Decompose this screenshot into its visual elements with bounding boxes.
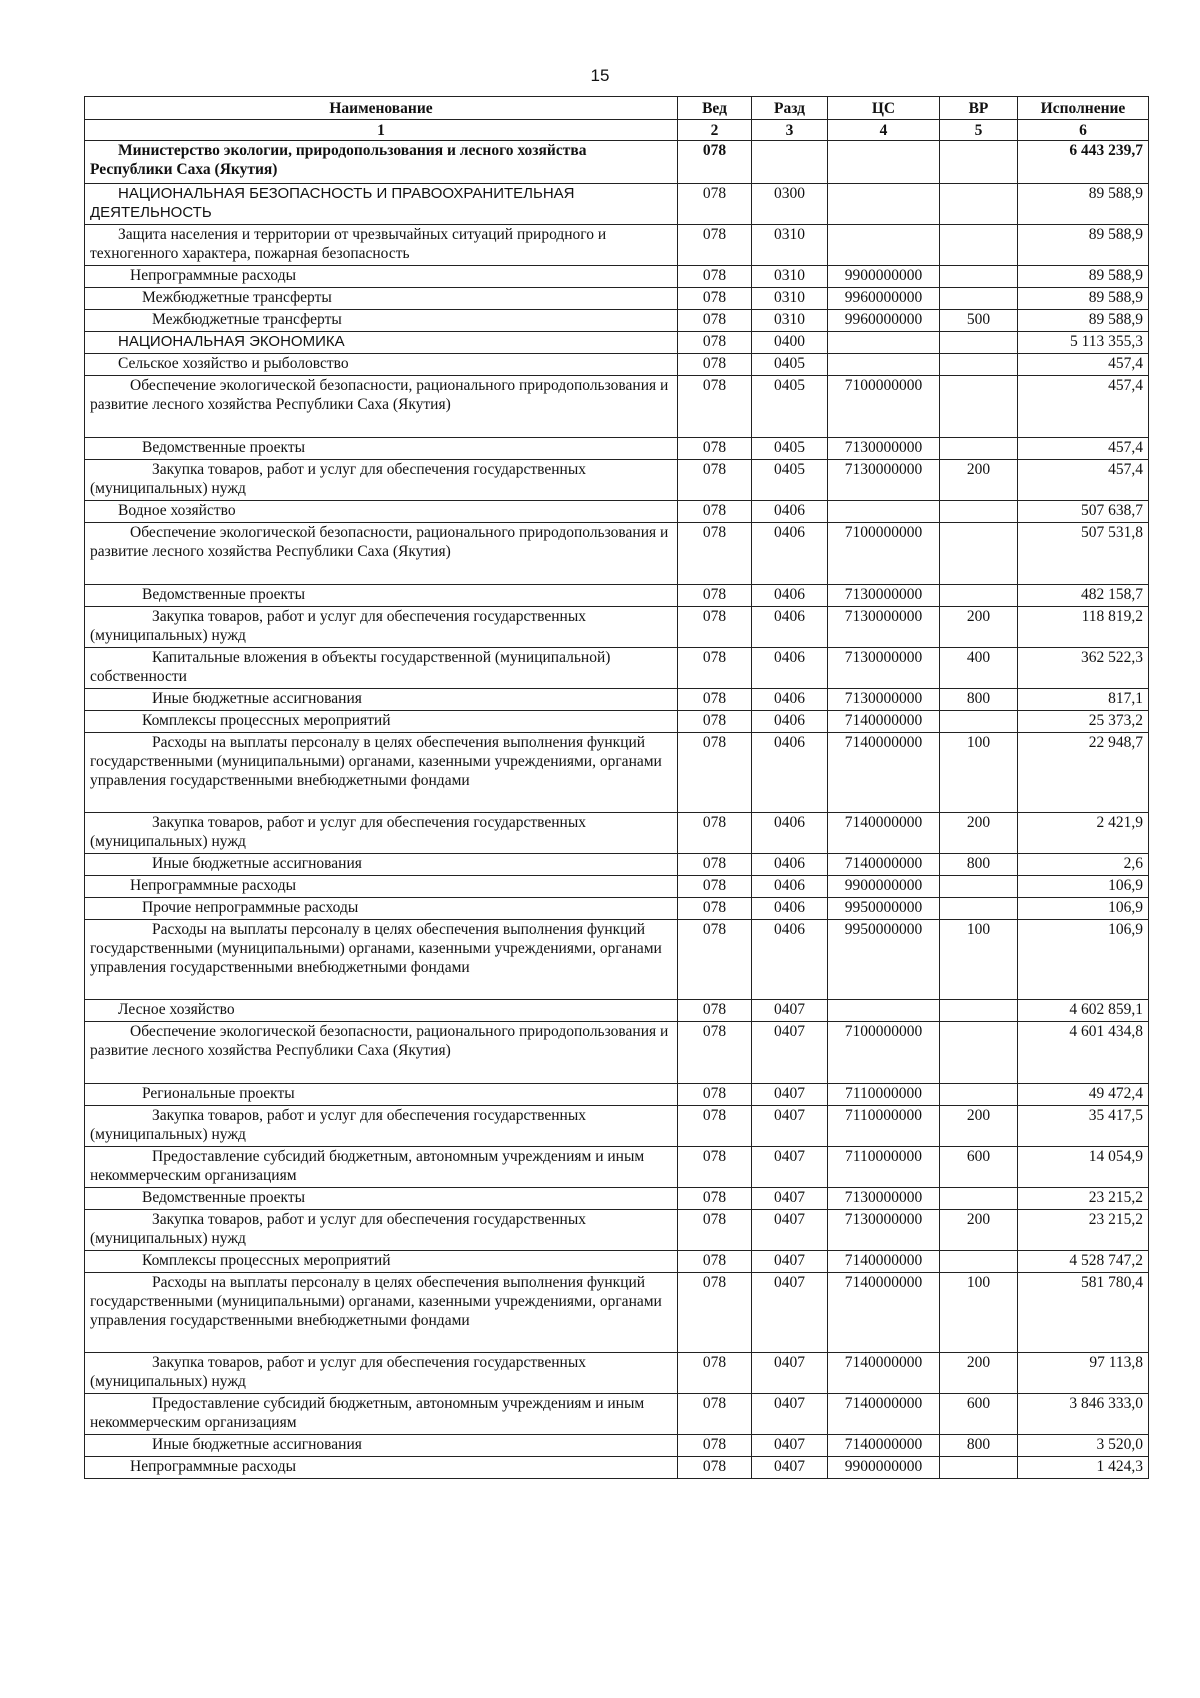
row-cs: 7140000000 xyxy=(828,1273,940,1353)
row-cs: 9950000000 xyxy=(828,920,940,1000)
row-ved: 078 xyxy=(678,1210,752,1251)
row-name: Защита населения и территории от чрезвычайных ситуаций природного и техногенного характера, пожарная безопасность xyxy=(85,225,678,266)
row-ved: 078 xyxy=(678,1273,752,1353)
row-ved: 078 xyxy=(678,898,752,920)
row-amount: 89 588,9 xyxy=(1018,225,1149,266)
header-name: Наименование xyxy=(85,97,678,120)
row-cs: 7130000000 xyxy=(828,607,940,648)
row-razd: 0407 xyxy=(752,1022,828,1084)
column-number-row xyxy=(85,120,1149,141)
column-number: 4 xyxy=(828,120,940,141)
table-row xyxy=(85,648,1149,689)
row-vr xyxy=(940,438,1018,460)
row-vr: 200 xyxy=(940,1106,1018,1147)
row-cs: 7110000000 xyxy=(828,1147,940,1188)
row-cs: 7140000000 xyxy=(828,1394,940,1435)
table-row xyxy=(85,854,1149,876)
row-amount: 457,4 xyxy=(1018,460,1149,501)
row-ved: 078 xyxy=(678,1251,752,1273)
row-razd: 0405 xyxy=(752,354,828,376)
row-amount: 2 421,9 xyxy=(1018,813,1149,854)
row-cs: 9960000000 xyxy=(828,310,940,332)
row-razd: 0406 xyxy=(752,854,828,876)
table-row xyxy=(85,733,1149,813)
row-name: Закупка товаров, работ и услуг для обеспечения государственных (муниципальных) нужд xyxy=(85,813,678,854)
row-name: Иные бюджетные ассигнования xyxy=(85,854,678,876)
row-cs: 9900000000 xyxy=(828,876,940,898)
row-amount: 23 215,2 xyxy=(1018,1210,1149,1251)
row-razd: 0407 xyxy=(752,1457,828,1479)
row-vr: 100 xyxy=(940,920,1018,1000)
row-cs: 7100000000 xyxy=(828,1022,940,1084)
row-cs xyxy=(828,225,940,266)
row-cs: 7140000000 xyxy=(828,711,940,733)
row-amount: 22 948,7 xyxy=(1018,733,1149,813)
row-cs: 7100000000 xyxy=(828,376,940,438)
row-razd: 0407 xyxy=(752,1435,828,1457)
table-row xyxy=(85,1084,1149,1106)
row-amount: 89 588,9 xyxy=(1018,288,1149,310)
row-vr: 100 xyxy=(940,733,1018,813)
table-row xyxy=(85,332,1149,354)
row-ved: 078 xyxy=(678,332,752,354)
row-ved: 078 xyxy=(678,854,752,876)
row-amount: 6 443 239,7 xyxy=(1018,141,1149,184)
row-ved: 078 xyxy=(678,376,752,438)
row-vr xyxy=(940,184,1018,225)
row-ved: 078 xyxy=(678,501,752,523)
row-name: Закупка товаров, работ и услуг для обеспечения государственных (муниципальных) нужд xyxy=(85,607,678,648)
row-amount: 4 601 434,8 xyxy=(1018,1022,1149,1084)
row-vr xyxy=(940,1188,1018,1210)
row-razd: 0310 xyxy=(752,288,828,310)
row-razd: 0407 xyxy=(752,1273,828,1353)
row-vr: 200 xyxy=(940,460,1018,501)
row-ved: 078 xyxy=(678,1394,752,1435)
table-row xyxy=(85,1394,1149,1435)
table-row xyxy=(85,1273,1149,1353)
row-name: Иные бюджетные ассигнования xyxy=(85,689,678,711)
row-vr: 400 xyxy=(940,648,1018,689)
row-name: Сельское хозяйство и рыболовство xyxy=(85,354,678,376)
table-row xyxy=(85,711,1149,733)
row-razd: 0407 xyxy=(752,1188,828,1210)
table-row xyxy=(85,354,1149,376)
row-ved: 078 xyxy=(678,460,752,501)
row-amount: 14 054,9 xyxy=(1018,1147,1149,1188)
row-amount: 35 417,5 xyxy=(1018,1106,1149,1147)
row-ved: 078 xyxy=(678,813,752,854)
row-vr: 200 xyxy=(940,607,1018,648)
row-name: НАЦИОНАЛЬНАЯ ЭКОНОМИКА xyxy=(85,332,678,354)
row-vr: 200 xyxy=(940,1353,1018,1394)
row-cs: 9960000000 xyxy=(828,288,940,310)
row-amount: 507 638,7 xyxy=(1018,501,1149,523)
table-row xyxy=(85,1106,1149,1147)
row-vr: 500 xyxy=(940,310,1018,332)
table-row xyxy=(85,1147,1149,1188)
row-name: Межбюджетные трансферты xyxy=(85,310,678,332)
row-cs: 7140000000 xyxy=(828,1435,940,1457)
row-amount: 25 373,2 xyxy=(1018,711,1149,733)
row-vr xyxy=(940,711,1018,733)
row-ved: 078 xyxy=(678,1022,752,1084)
row-amount: 49 472,4 xyxy=(1018,1084,1149,1106)
row-vr xyxy=(940,266,1018,288)
row-amount: 5 113 355,3 xyxy=(1018,332,1149,354)
row-name: Ведомственные проекты xyxy=(85,585,678,607)
row-ved: 078 xyxy=(678,354,752,376)
row-ved: 078 xyxy=(678,711,752,733)
row-name: Предоставление субсидий бюджетным, автономным учреждениям и иным некоммерческим организациям xyxy=(85,1147,678,1188)
row-cs xyxy=(828,1000,940,1022)
row-cs: 7110000000 xyxy=(828,1084,940,1106)
row-amount: 89 588,9 xyxy=(1018,184,1149,225)
row-ved: 078 xyxy=(678,1106,752,1147)
table-row xyxy=(85,1457,1149,1479)
row-amount: 581 780,4 xyxy=(1018,1273,1149,1353)
row-cs: 7130000000 xyxy=(828,648,940,689)
row-cs: 9900000000 xyxy=(828,1457,940,1479)
row-name: Расходы на выплаты персоналу в целях обеспечения выполнения функций государственными (муниципальными) органами, казенными учреждениями, органами управления государственными внебюджетными фондами xyxy=(85,733,678,813)
row-cs: 7140000000 xyxy=(828,813,940,854)
row-razd: 0407 xyxy=(752,1106,828,1147)
row-cs xyxy=(828,501,940,523)
row-vr xyxy=(940,1000,1018,1022)
row-cs: 7140000000 xyxy=(828,854,940,876)
row-amount: 457,4 xyxy=(1018,438,1149,460)
row-ved: 078 xyxy=(678,607,752,648)
row-vr xyxy=(940,376,1018,438)
row-razd: 0407 xyxy=(752,1251,828,1273)
table-row xyxy=(85,288,1149,310)
row-razd: 0405 xyxy=(752,376,828,438)
row-cs: 7130000000 xyxy=(828,585,940,607)
table-row xyxy=(85,523,1149,585)
row-cs: 9950000000 xyxy=(828,898,940,920)
table-row xyxy=(85,585,1149,607)
row-vr: 600 xyxy=(940,1147,1018,1188)
header-ved: Вед xyxy=(678,97,752,120)
row-name: Расходы на выплаты персоналу в целях обеспечения выполнения функций государственными (муниципальными) органами, казенными учреждениями, органами управления государственными внебюджетными фондами xyxy=(85,1273,678,1353)
column-number: 5 xyxy=(940,120,1018,141)
table-row xyxy=(85,1188,1149,1210)
row-amount: 106,9 xyxy=(1018,898,1149,920)
row-ved: 078 xyxy=(678,184,752,225)
column-number: 2 xyxy=(678,120,752,141)
row-cs: 7130000000 xyxy=(828,1210,940,1251)
row-name: Обеспечение экологической безопасности, рационального природопользования и развитие лесного хозяйства Республики Саха (Якутия) xyxy=(85,523,678,585)
row-name: Предоставление субсидий бюджетным, автономным учреждениям и иным некоммерческим организациям xyxy=(85,1394,678,1435)
row-name: Ведомственные проекты xyxy=(85,1188,678,1210)
row-amount: 817,1 xyxy=(1018,689,1149,711)
row-ved: 078 xyxy=(678,523,752,585)
row-name: Межбюджетные трансферты xyxy=(85,288,678,310)
row-name: Лесное хозяйство xyxy=(85,1000,678,1022)
row-razd: 0400 xyxy=(752,332,828,354)
row-vr: 800 xyxy=(940,689,1018,711)
column-number: 6 xyxy=(1018,120,1149,141)
row-vr xyxy=(940,876,1018,898)
row-vr: 600 xyxy=(940,1394,1018,1435)
row-amount: 457,4 xyxy=(1018,376,1149,438)
table-row xyxy=(85,1000,1149,1022)
row-vr xyxy=(940,1457,1018,1479)
row-vr xyxy=(940,501,1018,523)
column-number: 1 xyxy=(85,120,678,141)
row-razd: 0406 xyxy=(752,607,828,648)
row-cs: 7140000000 xyxy=(828,733,940,813)
row-razd: 0406 xyxy=(752,898,828,920)
header-cs: ЦС xyxy=(828,97,940,120)
row-name: Непрограммные расходы xyxy=(85,876,678,898)
row-razd: 0406 xyxy=(752,733,828,813)
table-row xyxy=(85,876,1149,898)
table-row xyxy=(85,438,1149,460)
table-row xyxy=(85,898,1149,920)
row-name: Ведомственные проекты xyxy=(85,438,678,460)
row-razd: 0407 xyxy=(752,1084,828,1106)
row-razd: 0406 xyxy=(752,585,828,607)
row-name: Иные бюджетные ассигнования xyxy=(85,1435,678,1457)
row-name: Министерство экологии, природопользования и лесного хозяйства Республики Саха (Якутия) xyxy=(85,141,678,184)
row-cs xyxy=(828,184,940,225)
row-ved: 078 xyxy=(678,1147,752,1188)
header-razd: Разд xyxy=(752,97,828,120)
row-razd: 0407 xyxy=(752,1000,828,1022)
row-vr xyxy=(940,1251,1018,1273)
row-razd: 0406 xyxy=(752,689,828,711)
row-cs: 7110000000 xyxy=(828,1106,940,1147)
row-amount: 97 113,8 xyxy=(1018,1353,1149,1394)
row-cs: 7130000000 xyxy=(828,438,940,460)
row-ved: 078 xyxy=(678,1457,752,1479)
table-row xyxy=(85,501,1149,523)
row-name: Обеспечение экологической безопасности, рационального природопользования и развитие лесного хозяйства Республики Саха (Якутия) xyxy=(85,1022,678,1084)
row-vr: 100 xyxy=(940,1273,1018,1353)
row-cs xyxy=(828,354,940,376)
table-row xyxy=(85,1251,1149,1273)
row-name: Водное хозяйство xyxy=(85,501,678,523)
row-razd: 0310 xyxy=(752,310,828,332)
row-cs: 7140000000 xyxy=(828,1353,940,1394)
table-row xyxy=(85,266,1149,288)
row-amount: 362 522,3 xyxy=(1018,648,1149,689)
table-row xyxy=(85,813,1149,854)
row-vr xyxy=(940,354,1018,376)
row-vr: 200 xyxy=(940,813,1018,854)
row-cs: 7140000000 xyxy=(828,1251,940,1273)
row-name: НАЦИОНАЛЬНАЯ БЕЗОПАСНОСТЬ И ПРАВООХРАНИТЕЛЬНАЯ ДЕЯТЕЛЬНОСТЬ xyxy=(85,184,678,225)
row-cs: 7130000000 xyxy=(828,1188,940,1210)
row-name: Расходы на выплаты персоналу в целях обеспечения выполнения функций государственными (муниципальными) органами, казенными учреждениями, органами управления государственными внебюджетными фондами xyxy=(85,920,678,1000)
row-name: Непрограммные расходы xyxy=(85,266,678,288)
row-vr: 200 xyxy=(940,1210,1018,1251)
table-row xyxy=(85,310,1149,332)
row-name: Закупка товаров, работ и услуг для обеспечения государственных (муниципальных) нужд xyxy=(85,1210,678,1251)
row-vr xyxy=(940,523,1018,585)
row-vr: 800 xyxy=(940,854,1018,876)
table-row xyxy=(85,920,1149,1000)
row-razd: 0406 xyxy=(752,501,828,523)
header-row xyxy=(85,97,1149,120)
column-number: 3 xyxy=(752,120,828,141)
row-name: Капитальные вложения в объекты государственной (муниципальной) собственности xyxy=(85,648,678,689)
table-row xyxy=(85,376,1149,438)
row-amount: 3 520,0 xyxy=(1018,1435,1149,1457)
table-row xyxy=(85,460,1149,501)
table-row xyxy=(85,689,1149,711)
row-ved: 078 xyxy=(678,689,752,711)
row-ved: 078 xyxy=(678,876,752,898)
row-cs xyxy=(828,141,940,184)
row-ved: 078 xyxy=(678,733,752,813)
row-amount: 3 846 333,0 xyxy=(1018,1394,1149,1435)
row-name: Непрограммные расходы xyxy=(85,1457,678,1479)
row-name: Закупка товаров, работ и услуг для обеспечения государственных (муниципальных) нужд xyxy=(85,1106,678,1147)
row-ved: 078 xyxy=(678,225,752,266)
row-razd: 0407 xyxy=(752,1210,828,1251)
row-ved: 078 xyxy=(678,1435,752,1457)
row-razd: 0406 xyxy=(752,711,828,733)
row-vr xyxy=(940,898,1018,920)
row-vr xyxy=(940,288,1018,310)
row-razd: 0406 xyxy=(752,523,828,585)
row-vr xyxy=(940,585,1018,607)
row-amount: 482 158,7 xyxy=(1018,585,1149,607)
row-ved: 078 xyxy=(678,141,752,184)
table-row xyxy=(85,184,1149,225)
row-razd: 0406 xyxy=(752,813,828,854)
row-name: Закупка товаров, работ и услуг для обеспечения государственных (муниципальных) нужд xyxy=(85,460,678,501)
row-razd: 0300 xyxy=(752,184,828,225)
row-amount: 89 588,9 xyxy=(1018,266,1149,288)
row-vr xyxy=(940,1022,1018,1084)
row-razd: 0406 xyxy=(752,920,828,1000)
header-vr: ВР xyxy=(940,97,1018,120)
row-ved: 078 xyxy=(678,920,752,1000)
row-ved: 078 xyxy=(678,310,752,332)
row-ved: 078 xyxy=(678,1188,752,1210)
table-row xyxy=(85,1435,1149,1457)
row-amount: 4 602 859,1 xyxy=(1018,1000,1149,1022)
row-ved: 078 xyxy=(678,266,752,288)
table-row xyxy=(85,141,1149,184)
row-cs: 9900000000 xyxy=(828,266,940,288)
row-razd: 0310 xyxy=(752,266,828,288)
row-amount: 23 215,2 xyxy=(1018,1188,1149,1210)
table-row xyxy=(85,1210,1149,1251)
row-vr: 800 xyxy=(940,1435,1018,1457)
header-amount: Исполнение xyxy=(1018,97,1149,120)
row-ved: 078 xyxy=(678,1353,752,1394)
row-name: Обеспечение экологической безопасности, рационального природопользования и развитие лесного хозяйства Республики Саха (Якутия) xyxy=(85,376,678,438)
row-razd: 0407 xyxy=(752,1394,828,1435)
table-row xyxy=(85,225,1149,266)
row-razd xyxy=(752,141,828,184)
row-razd: 0310 xyxy=(752,225,828,266)
row-vr xyxy=(940,1084,1018,1106)
row-name: Закупка товаров, работ и услуг для обеспечения государственных (муниципальных) нужд xyxy=(85,1353,678,1394)
row-ved: 078 xyxy=(678,1084,752,1106)
table-body xyxy=(85,141,1149,1479)
row-razd: 0405 xyxy=(752,460,828,501)
table-row xyxy=(85,607,1149,648)
row-name: Комплексы процессных мероприятий xyxy=(85,1251,678,1273)
row-vr xyxy=(940,141,1018,184)
row-razd: 0406 xyxy=(752,648,828,689)
row-cs: 7130000000 xyxy=(828,460,940,501)
row-name: Комплексы процессных мероприятий xyxy=(85,711,678,733)
row-cs: 7100000000 xyxy=(828,523,940,585)
row-razd: 0407 xyxy=(752,1353,828,1394)
row-ved: 078 xyxy=(678,585,752,607)
table-row xyxy=(85,1022,1149,1084)
row-amount: 106,9 xyxy=(1018,920,1149,1000)
row-cs: 7130000000 xyxy=(828,689,940,711)
row-ved: 078 xyxy=(678,288,752,310)
row-name: Региональные проекты xyxy=(85,1084,678,1106)
page-number: 15 xyxy=(590,66,610,85)
row-amount: 89 588,9 xyxy=(1018,310,1149,332)
row-amount: 507 531,8 xyxy=(1018,523,1149,585)
table-row xyxy=(85,1353,1149,1394)
row-vr xyxy=(940,332,1018,354)
row-ved: 078 xyxy=(678,1000,752,1022)
row-name: Прочие непрограммные расходы xyxy=(85,898,678,920)
row-amount: 457,4 xyxy=(1018,354,1149,376)
row-amount: 118 819,2 xyxy=(1018,607,1149,648)
row-amount: 2,6 xyxy=(1018,854,1149,876)
row-cs xyxy=(828,332,940,354)
row-amount: 106,9 xyxy=(1018,876,1149,898)
budget-table xyxy=(84,96,1149,1479)
row-razd: 0406 xyxy=(752,876,828,898)
row-razd: 0405 xyxy=(752,438,828,460)
row-amount: 4 528 747,2 xyxy=(1018,1251,1149,1273)
row-razd: 0407 xyxy=(752,1147,828,1188)
row-vr xyxy=(940,225,1018,266)
row-ved: 078 xyxy=(678,438,752,460)
row-ved: 078 xyxy=(678,648,752,689)
row-amount: 1 424,3 xyxy=(1018,1457,1149,1479)
